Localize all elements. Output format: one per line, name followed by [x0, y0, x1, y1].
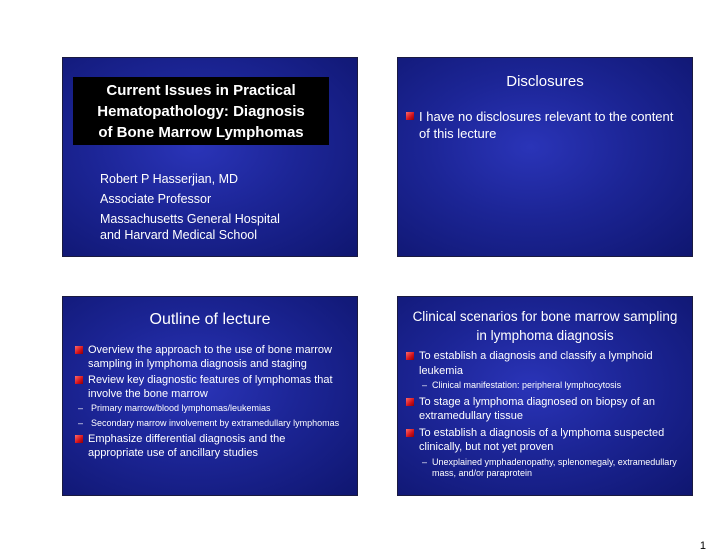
bullet-text: To establish a diagnosis and classify a lymphoid leukemia	[419, 350, 653, 377]
bullet-text: I have no disclosures relevant to the content of this lecture	[419, 109, 674, 141]
dash-icon: –	[78, 417, 84, 428]
list-item	[404, 395, 684, 424]
bullet-text: Emphasize differential diagnosis and the appropriate use of ancillary studies	[88, 433, 286, 459]
sub-list-item	[404, 457, 684, 480]
slide-4-clinical-scenarios	[397, 296, 693, 496]
square-bullet-icon	[75, 376, 83, 384]
square-bullet-icon	[406, 429, 414, 437]
bullet-text: To establish a diagnosis of a lymphoma suspected clinically, but not yet proven	[419, 426, 665, 453]
bullet-list	[73, 343, 343, 462]
slide-title: Disclosures	[506, 73, 584, 90]
dash-icon: –	[422, 456, 428, 467]
bullet-list	[404, 349, 684, 483]
square-bullet-icon	[406, 398, 414, 406]
bullet-text: Overview the approach to the use of bone marrow sampling in lymphoma diagnosis and staging	[88, 344, 332, 370]
bullet-text: To stage a lymphoma diagnosed on biopsy of an extramedullary tissue	[419, 395, 656, 422]
title-line: Hematopathology: Diagnosis	[97, 102, 305, 120]
list-item	[73, 343, 343, 371]
square-bullet-icon	[75, 435, 83, 443]
title-box	[73, 77, 329, 145]
square-bullet-icon	[406, 112, 414, 120]
presenter-name: Robert P Hasserjian, MD	[100, 172, 239, 186]
title-line: of Bone Marrow Lymphomas	[98, 123, 304, 141]
presenter-info	[100, 171, 350, 247]
affiliation-line: Massachusetts General Hospital	[100, 212, 280, 226]
bullet-list	[404, 108, 684, 144]
presenter-position: Associate Professor	[100, 192, 212, 206]
sub-bullet-text: Primary marrow/blood lymphomas/leukemias	[91, 403, 271, 413]
page-number: 1	[699, 540, 706, 552]
slide-1-title	[62, 57, 358, 257]
sub-list-item	[73, 418, 343, 430]
affiliation-line: and Harvard Medical School	[100, 228, 258, 242]
bullet-text: Review key diagnostic features of lymphomas that involve the bone marrow	[88, 374, 333, 400]
slide-3-outline	[62, 296, 358, 496]
list-item	[404, 426, 684, 455]
dash-icon: –	[78, 403, 84, 413]
slide-title: Outline of lecture	[149, 311, 271, 328]
title-line: Current Issues in Practical	[106, 81, 296, 99]
sub-list-item	[404, 380, 684, 392]
sub-bullet-text: Unexplained ymphadenopathy, splenomegaly, extramedullary mass, and/or paraprotein	[432, 456, 677, 478]
sub-list-item	[73, 403, 343, 415]
slide-title: Clinical scenarios for bone marrow sampling in lymphoma diagnosis	[412, 309, 678, 343]
presenter-affiliation	[100, 211, 350, 243]
sub-bullet-text: Clinical manifestation: peripheral lymphocytosis	[432, 380, 622, 390]
list-item	[73, 373, 343, 401]
slide-2-disclosures	[397, 57, 693, 257]
square-bullet-icon	[406, 352, 414, 360]
list-item	[404, 349, 684, 378]
square-bullet-icon	[75, 346, 83, 354]
sub-bullet-text: Secondary marrow involvement by extramedullary lymphomas	[91, 417, 340, 428]
dash-icon: –	[422, 380, 428, 390]
list-item	[404, 108, 684, 142]
list-item	[73, 432, 343, 460]
